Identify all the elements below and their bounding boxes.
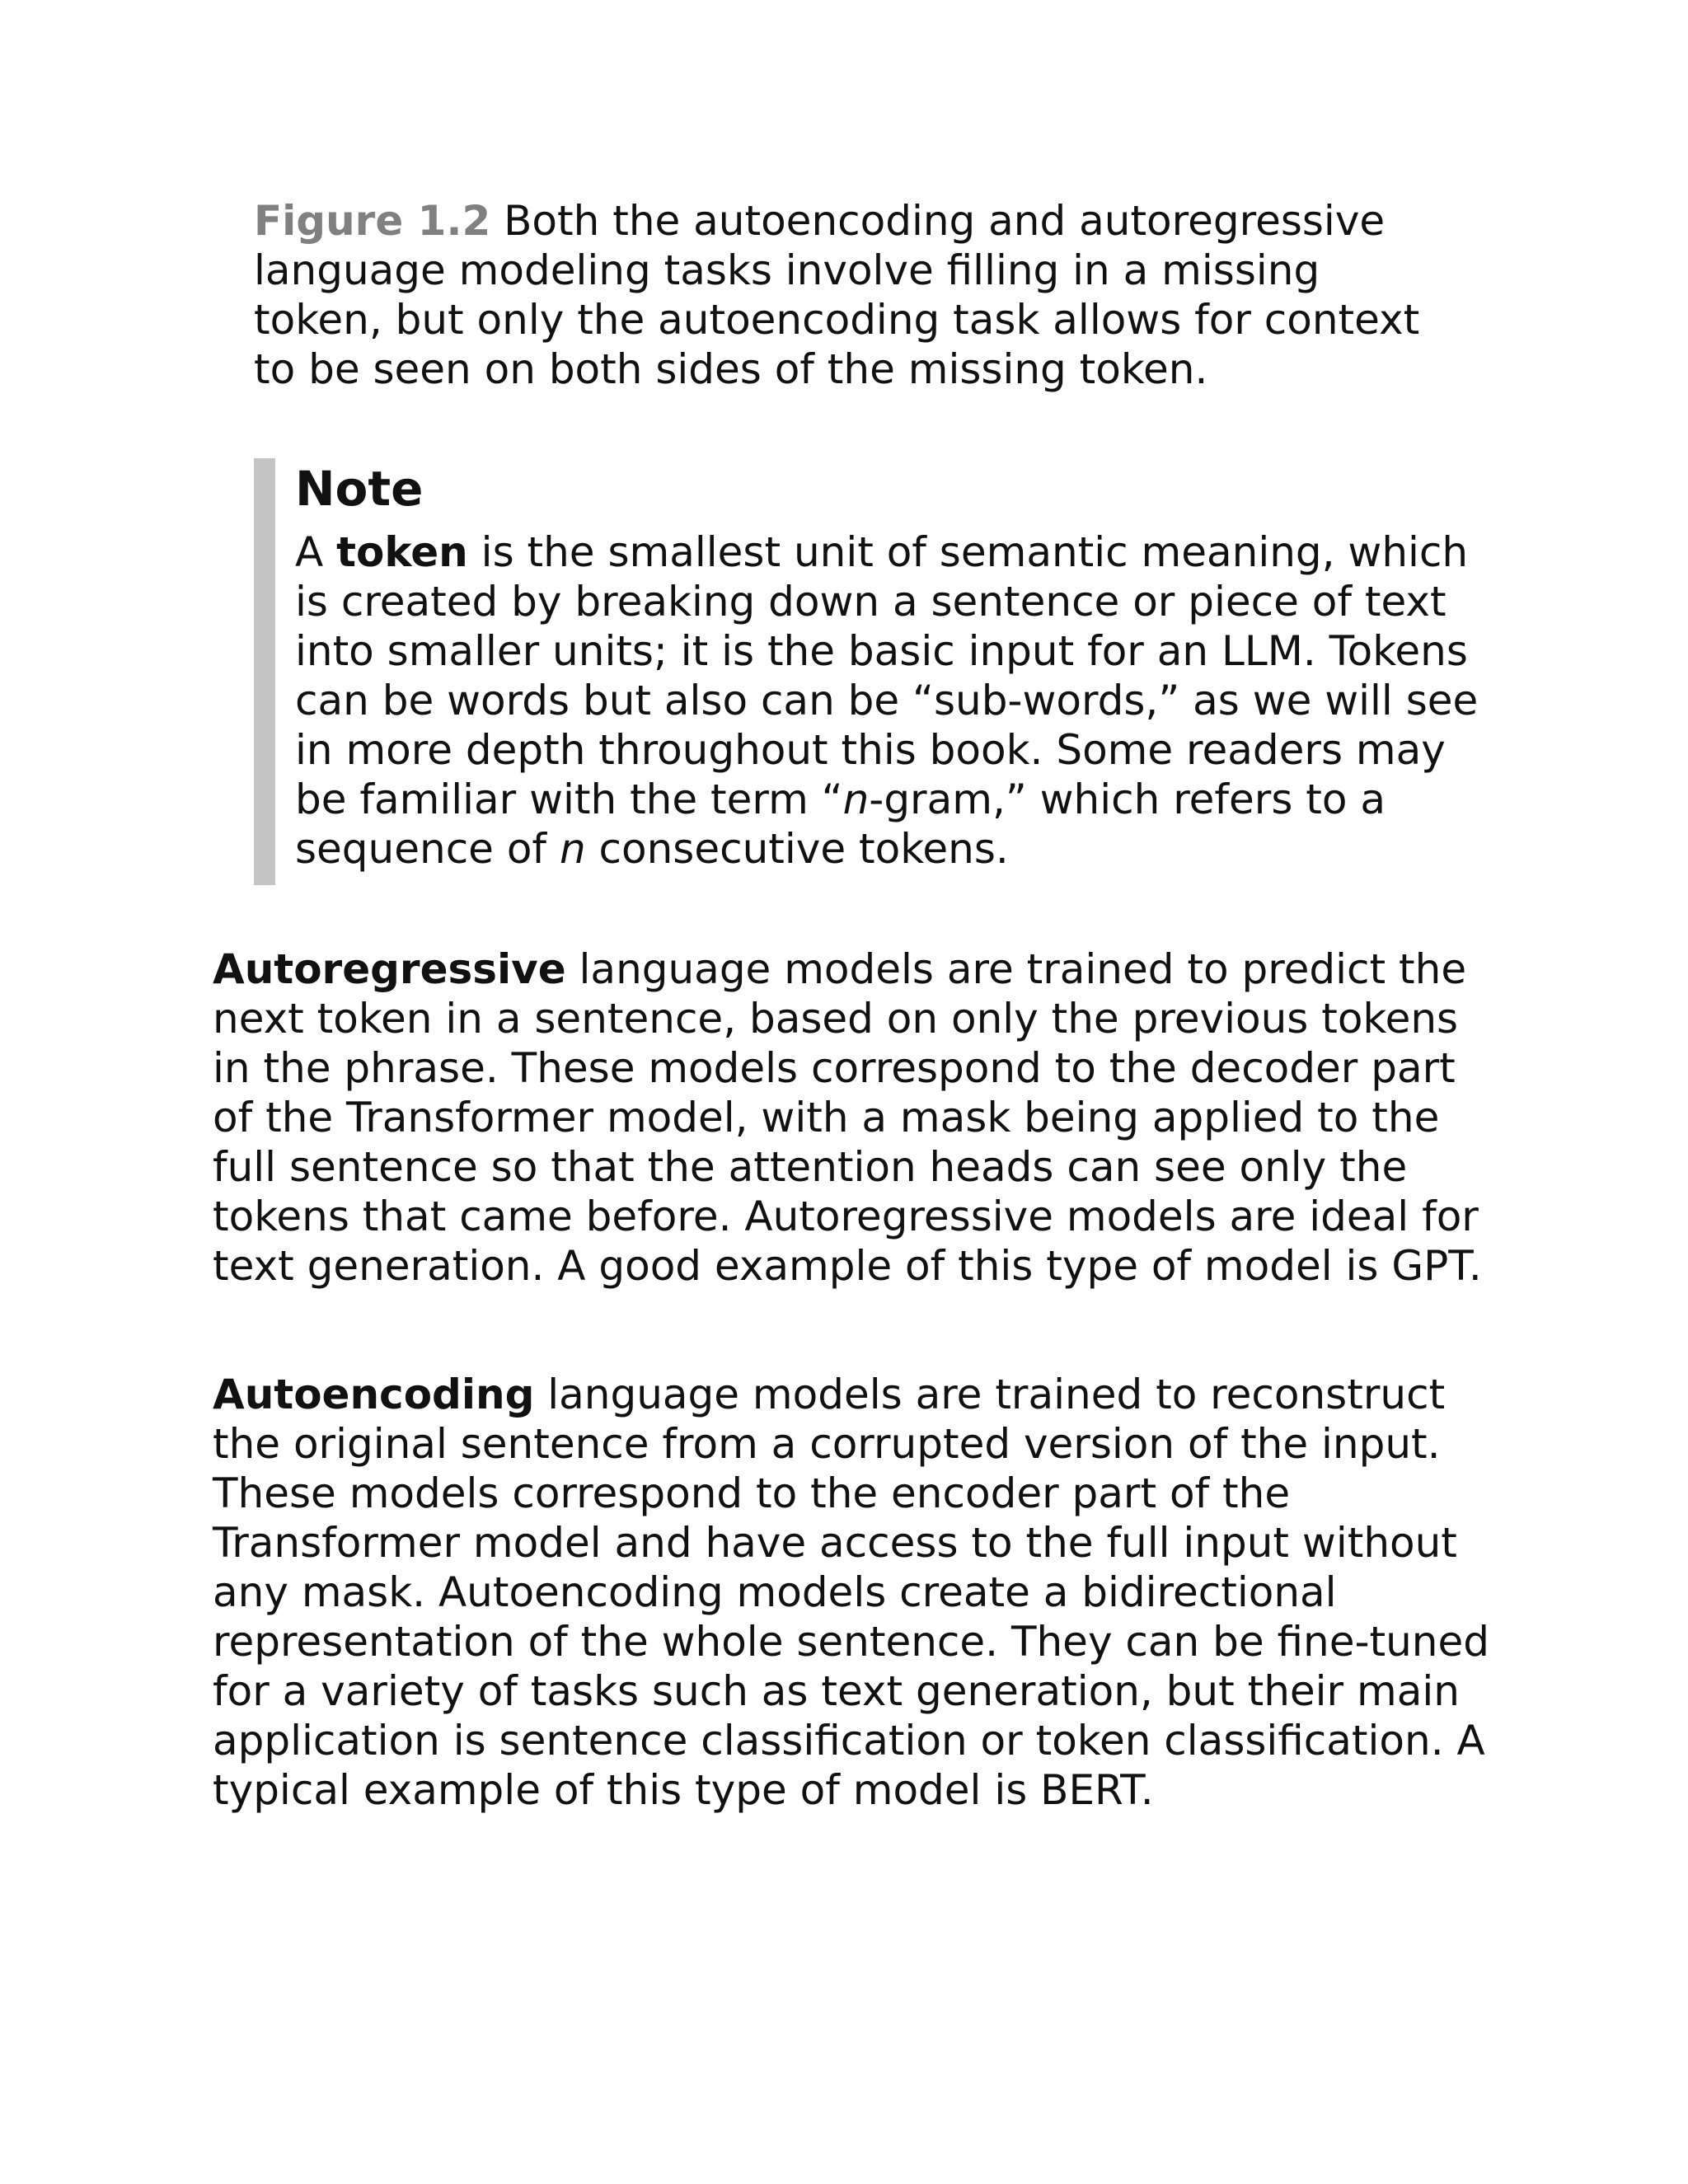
note-body: [295, 527, 1490, 874]
note-term-token: token: [336, 528, 468, 576]
figure-label: Figure 1.2: [254, 197, 491, 245]
autoencoding-text: language models are trained to reconstruct the original sentence from a corrupted version of the input. These models correspond to the encoder part of the Transformer model and have access to the full input without any mask. Autoencoding models create a bidirectional representation of the whole sentence. They can be fine-tuned for a variety of tasks such as text generation, but their main application is sentence classification or token classification. A typical example of this type of model is BERT.: [213, 1371, 1489, 1814]
note-box: [254, 458, 1490, 885]
note-italic-n: n: [842, 776, 870, 823]
note-text: -gram,” which refers to a sequence of: [295, 776, 1386, 873]
figure-caption: [254, 196, 1457, 394]
autoregressive-text: language models are trained to predict the next token in a sentence, based on only the previous tokens in the phrase. These models correspond to the decoder part of the Transformer model, with a mask being applied to the full sentence so that the attention heads can see only the tokens that came before. Autoregressive models are ideal for text generation. A good example of this type of model is GPT.: [213, 945, 1482, 1290]
figure-caption-text: Both the autoencoding and autoregressive language modeling tasks involve filling in a missing token, but only the autoencoding task allows for context to be seen on both sides of the missing token.: [254, 197, 1420, 393]
autoregressive-term: Autoregressive: [213, 945, 566, 993]
autoregressive-paragraph: [213, 944, 1498, 1291]
note-title: Note: [295, 461, 424, 517]
autoencoding-term: Autoencoding: [213, 1371, 535, 1418]
autoencoding-paragraph: [213, 1370, 1498, 1815]
note-text: A: [295, 528, 337, 576]
note-text: consecutive tokens.: [585, 825, 1009, 873]
note-text: is the smallest unit of semantic meaning, which is created by breaking down a sentence or piece of text into smaller units; it is the basic input for an LLM. Tokens can be words but also can be “sub-words,” as we will see in more depth throughout this book. Some readers may be familiar with the term “: [295, 528, 1479, 823]
note-italic-n: n: [559, 825, 586, 873]
